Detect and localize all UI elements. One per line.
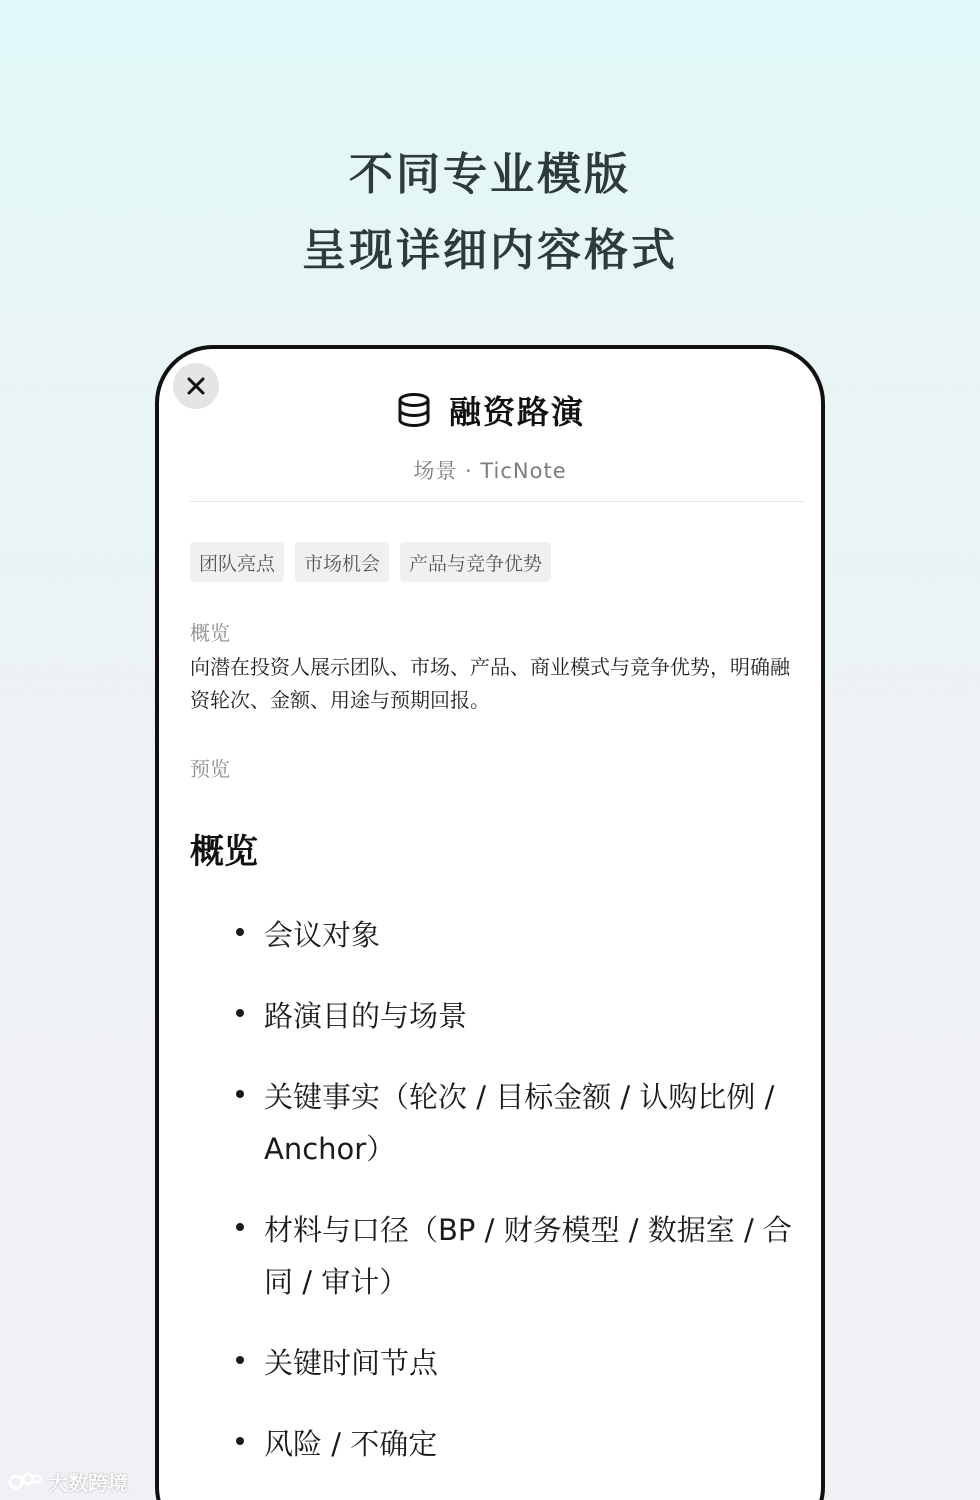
list-item-text: 风险 / 不确定: [264, 1427, 438, 1461]
tag-market-opportunity: 市场机会: [295, 542, 389, 582]
preview-bullet-list: [234, 909, 804, 1470]
phone-frame: [155, 345, 825, 1500]
bullet-icon: [236, 1437, 244, 1445]
list-item-text: 关键事实（轮次 / 目标金额 / 认购比例 / Anchor）: [264, 1080, 775, 1166]
headline-line-2: 呈现详细内容格式: [302, 225, 678, 276]
bullet-icon: [236, 928, 244, 936]
watermark: [8, 1466, 128, 1496]
list-item-text: 关键时间节点: [264, 1346, 439, 1380]
list-item: [234, 1337, 804, 1389]
logo-icon: [8, 1470, 42, 1492]
list-item: [234, 990, 804, 1042]
list-item: [234, 1204, 804, 1308]
list-item: [234, 1418, 804, 1470]
bullet-icon: [236, 1009, 244, 1017]
list-item-text: 路演目的与场景: [264, 999, 468, 1033]
tag-product-advantage: 产品与竞争优势: [400, 542, 551, 582]
bullet-icon: [236, 1356, 244, 1364]
preview-section-title: 概览: [190, 832, 258, 872]
modal-subtitle: 场景 · TicNote: [413, 459, 567, 483]
modal-title: 融资路演: [448, 393, 585, 431]
bullet-icon: [236, 1223, 244, 1231]
tag-list: [190, 542, 551, 582]
list-item: [234, 1071, 804, 1175]
bullet-icon: [236, 1090, 244, 1098]
list-item: [234, 909, 804, 961]
tag-team-highlights: 团队亮点: [190, 542, 284, 582]
preview-label: 预览: [190, 757, 230, 781]
headline-line-1: 不同专业模版: [349, 149, 631, 200]
list-item-text: 材料与口径（BP / 财务模型 / 数据室 / 合同 / 审计）: [264, 1213, 793, 1299]
watermark-text: 大数跨境: [48, 1470, 128, 1495]
template-description: 向潜在投资人展示团队、市场、产品、商业模式与竞争优势，明确融资轮次、金额、用途与预期回报。: [190, 655, 790, 712]
header-divider: [190, 501, 804, 502]
list-item-text: 会议对象: [264, 918, 381, 952]
overview-label: 概览: [190, 621, 230, 645]
database-icon: [395, 391, 433, 429]
modal-header: [159, 387, 821, 433]
